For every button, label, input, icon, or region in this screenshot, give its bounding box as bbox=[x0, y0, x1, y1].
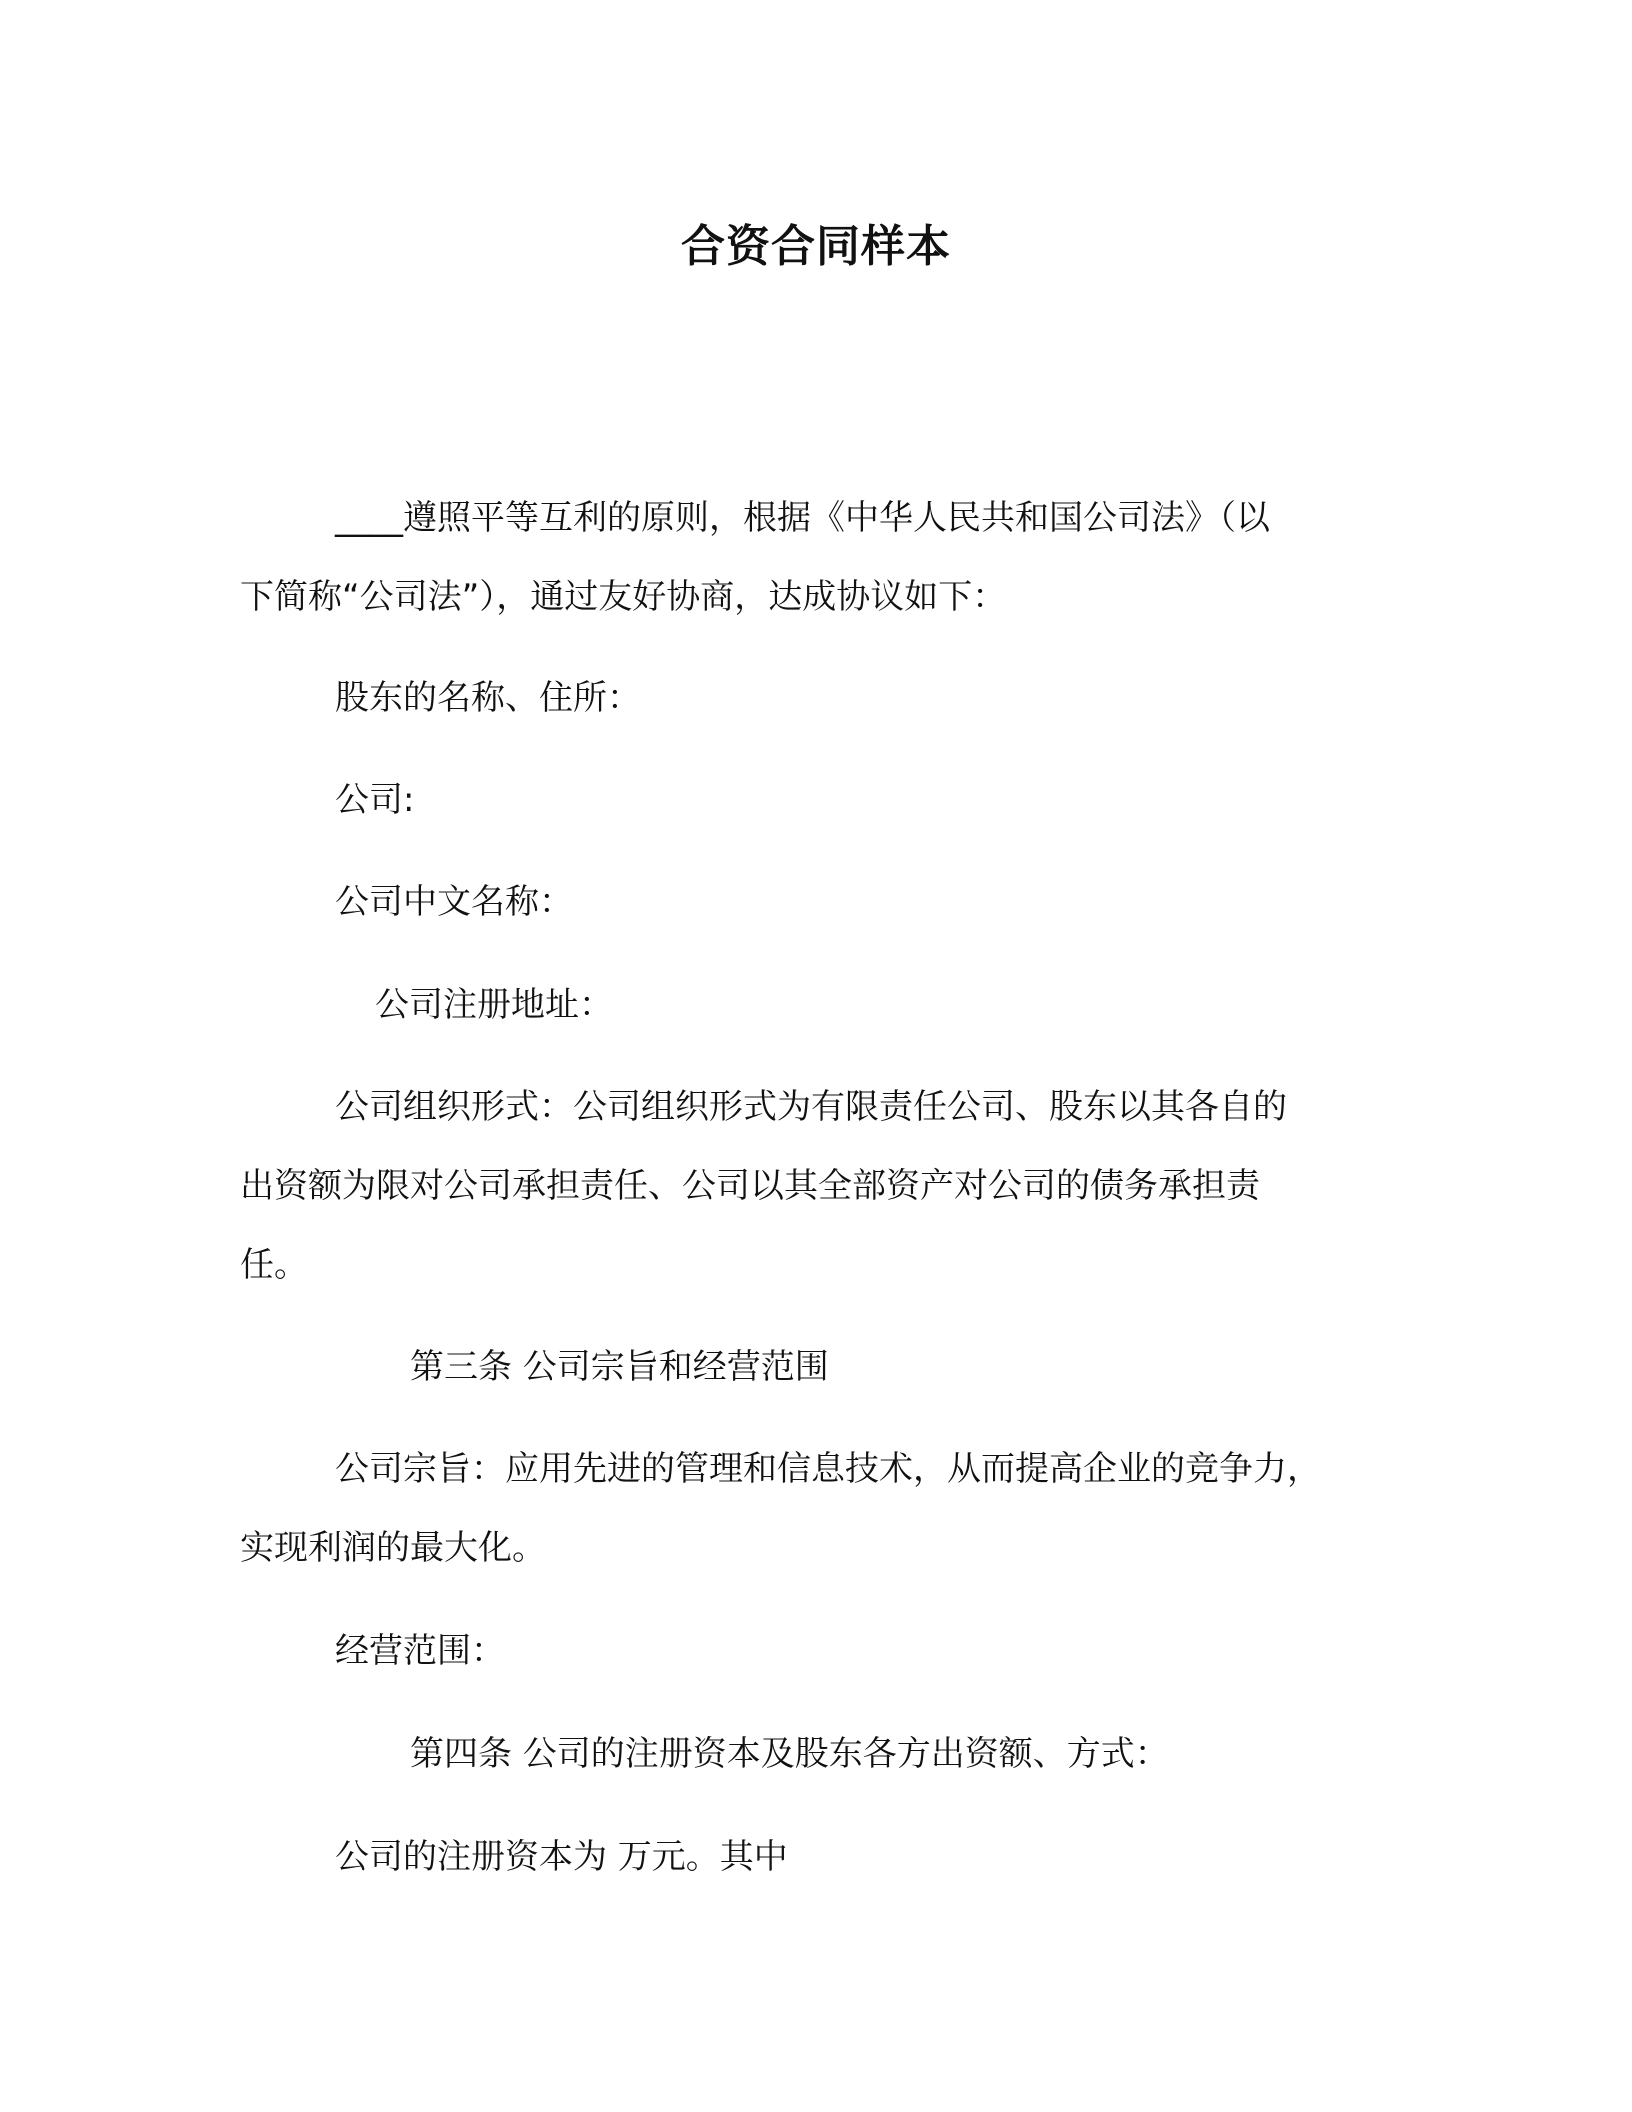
paragraph-line-preamble-2: 下简称“公司法”），通过友好协商，达成协议如下： bbox=[240, 577, 1007, 617]
article-3-heading: 第三条 公司宗旨和经营范围 bbox=[410, 1347, 829, 1387]
business-scope-label: 经营范围： bbox=[335, 1631, 505, 1671]
organization-form-line-1: 公司组织形式：公司组织形式为有限责任公司、股东以其各自的 bbox=[335, 1087, 1287, 1127]
paragraph-line-preamble-1: ____遵照平等互利的原则，根据《中华人民共和国公司法》（以 bbox=[335, 498, 1270, 538]
document-title: 合资合同样本 bbox=[681, 221, 951, 272]
organization-form-line-2: 出资额为限对公司承担责任、公司以其全部资产对公司的债务承担责 bbox=[240, 1166, 1260, 1206]
shareholder-name-address-label: 股东的名称、住所： bbox=[335, 678, 641, 718]
company-purpose-line-1: 公司宗旨：应用先进的管理和信息技术，从而提高企业的竞争力， bbox=[335, 1449, 1321, 1489]
company-label: 公司: bbox=[335, 780, 415, 820]
article-4-heading: 第四条 公司的注册资本及股东各方出资额、方式： bbox=[410, 1734, 1169, 1774]
company-chinese-name-label: 公司中文名称： bbox=[335, 882, 573, 922]
company-registered-address-label: 公司注册地址： bbox=[375, 985, 613, 1025]
organization-form-line-3: 任。 bbox=[240, 1245, 308, 1285]
registered-capital-line: 公司的注册资本为 万元。其中 bbox=[335, 1837, 788, 1877]
company-purpose-line-2: 实现利润的最大化。 bbox=[240, 1528, 546, 1568]
